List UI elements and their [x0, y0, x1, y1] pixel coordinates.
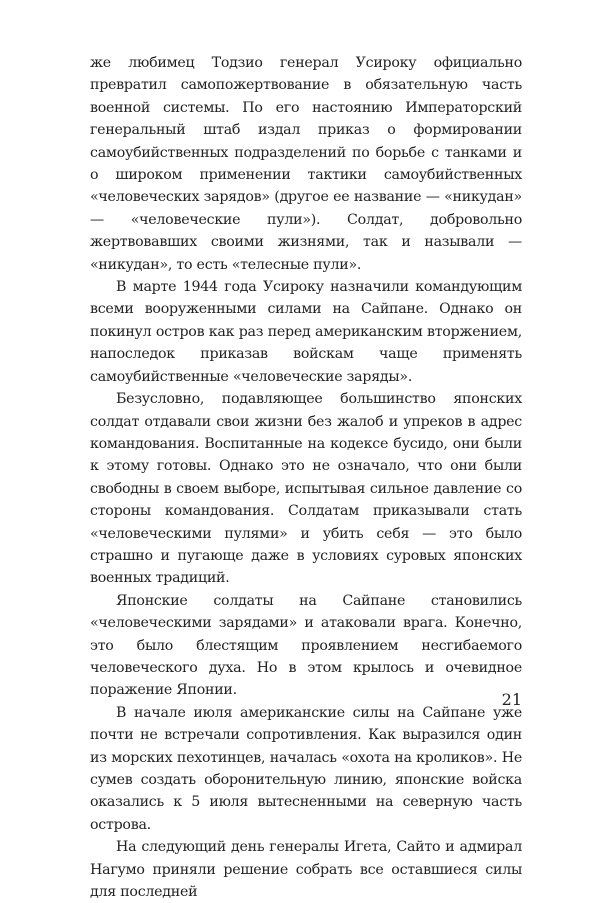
paragraph-2: В марте 1944 года Усироку назначили командующим всеми вооруженными силами на Сайпане. Однако он покинул остров как раз перед американским вторжением, напоследок приказав войскам чаще применять самоубийственные «человеческие заряды».	[90, 279, 522, 385]
paragraph-5: В начале июля американские силы на Сайпане уже почти не встречали сопротивления. Как выразился один из морских пехотинцев, началась «охота на кроликов». Не сумев создать оборонительную линию, японские войска оказались к 5 июля вытесненными на северную часть острова.	[90, 704, 522, 833]
page-body	[90, 52, 522, 903]
page-number: 21	[501, 690, 522, 709]
paragraph-6: На следующий день генералы Игета, Сайто и адмирал Нагумо приняли решение собрать все оставшиеся силы для последней	[90, 839, 522, 901]
paragraph-1: же любимец Тодзио генерал Усироку официально превратил самопожертвование в обязательную часть военной системы. По его настоянию Императорский генеральный штаб издал приказ о формировании самоубийственных подразделений по борьбе с танками и о широком применении тактики самоубийственных «человеческих зарядов» (другое ее название — «никудан» — «человеческие пули»). Солдат, добровольно жертвовавших своими жизнями, так и называли — «никудан», то есть «телесные пули».	[90, 55, 522, 273]
paragraph-4: Японские солдаты на Сайпане становились «человеческими зарядами» и атаковали врага. Конечно, это было блестящим проявлением несгибаемого человеческого духа. Но в этом крылось и очевидное поражение Японии.	[90, 592, 522, 699]
paragraph-3: Безусловно, подавляющее большинство японских солдат отдавали свои жизни без жалоб и упреков в адрес командования. Воспитанные на кодексе бусидо, они были к этому готовы. Однако это не означало, что они были свободны в своем выборе, испытывая сильное давление со стороны командования. Солдатам приказывали стать «человеческими пулями» и убить себя — это было страшно и пугающе даже в условиях суровых японских военных традиций.	[90, 391, 522, 587]
